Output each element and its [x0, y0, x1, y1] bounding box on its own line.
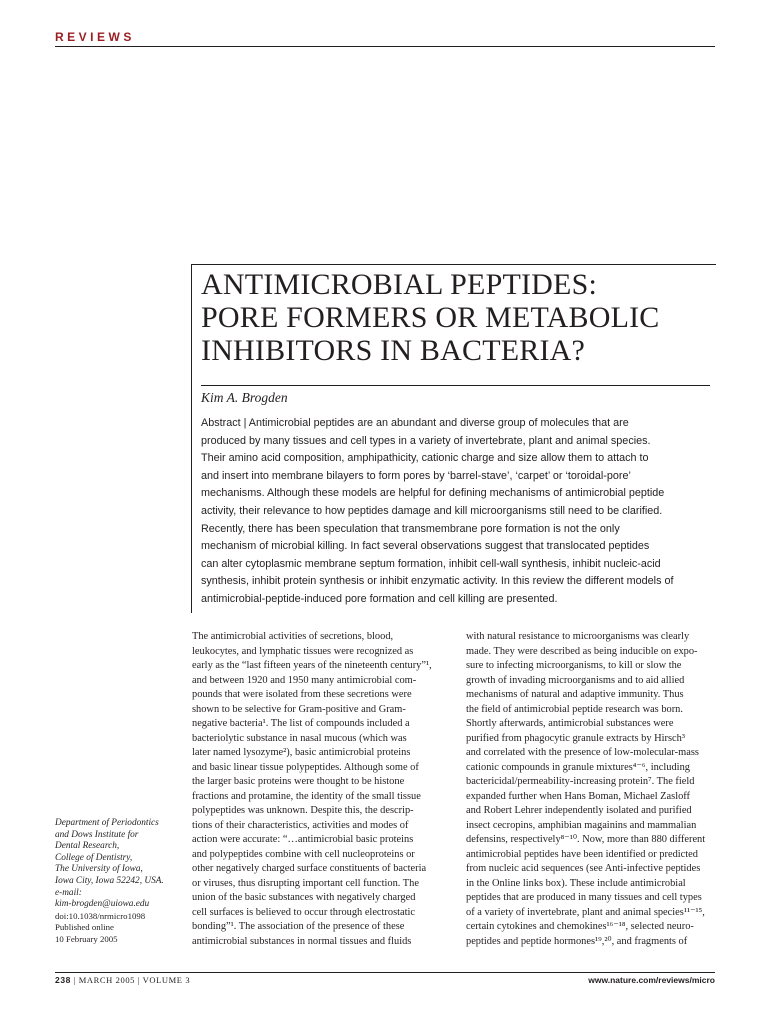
body-text-line: union of the basic substances with negatively charged	[192, 892, 416, 903]
body-text-line: fractions and protamine, the identity of the small tissue	[192, 790, 421, 802]
body-text-line: peptides and peptide hormones¹⁹,²⁰, and fragments of	[466, 935, 688, 947]
email-link[interactable]: kim-brogden@uiowa.edu	[55, 899, 150, 910]
body-text-line: early as the “last fifteen years of the nineteenth century”¹,	[192, 660, 432, 671]
body-text-line: other negatively charged surface constituents of bacteria	[192, 863, 427, 874]
affiliation-line: and Dows Institute for	[55, 829, 139, 840]
affiliation-line: Iowa City, Iowa 52242, USA.	[55, 875, 164, 886]
abstract-line: Recently, there has been speculation that transmembrane pore formation is not the only	[201, 522, 620, 535]
body-text-line: cationic compounds in granule mixtures⁴⁻⁶, including	[466, 761, 690, 773]
body-text-line: bactericidal/permeability-increasing protein⁷. The field	[466, 776, 695, 787]
section-label: REVIEWS	[55, 30, 135, 44]
published-label: Published online	[55, 922, 114, 933]
body-text-line: purified from phagocytic granule extracts by Hirsch³	[466, 732, 685, 744]
body-text-line: leukocytes, and lymphatic tissues were recognized as	[192, 645, 414, 657]
abstract-line: and insert into membrane bilayers to form pores by ‘barrel-stave’, ‘carpet’ or ‘toroidal-pore’	[201, 469, 631, 482]
article-title	[201, 268, 711, 367]
body-text-line: made. They were described as being inducible on expo-	[466, 645, 698, 657]
published-date: 10 February 2005	[55, 933, 118, 944]
affiliation-line: College of Dentistry,	[55, 852, 133, 863]
body-text-line: sure to infecting microorganisms, to kill or slow the	[466, 660, 682, 671]
affiliation-line: The University of Iowa,	[55, 864, 143, 875]
body-text-line: bacteriolytic substance in nasal mucous (which was	[192, 732, 407, 744]
body-column-right	[466, 630, 716, 949]
body-text-line: action were accurate: “…antimicrobial basic proteins	[192, 834, 414, 845]
journal-url[interactable]: www.nature.com/reviews/micro	[588, 975, 715, 985]
abstract	[201, 415, 711, 609]
body-text-line: Shortly afterwards, antimicrobial substances were	[466, 718, 674, 729]
body-text-line: and Robert Lehrer independently isolated and purified	[466, 805, 692, 816]
footer-page-info	[55, 975, 190, 985]
body-text-line: peptides that are produced in many tissues and cell types	[466, 892, 702, 903]
abstract-line: synthesis, inhibit protein synthesis or inhibit enzymatic activity. In this review the different models of	[201, 575, 674, 588]
abstract-line: Their amino acid composition, amphipathicity, cationic charge and size allow them to attach to	[201, 452, 649, 465]
body-text-line: pounds that were isolated from these secretions were	[192, 689, 412, 700]
bottom-rule	[55, 972, 715, 973]
body-text-line: shown to be selective for Gram-positive and Gram-	[192, 703, 406, 715]
body-text-line: and polypeptides combine with cell nucleoproteins or	[192, 848, 415, 860]
body-text-line: and correlated with the presence of low-molecular-mass	[466, 747, 699, 758]
body-text-line: The antimicrobial activities of secretions, blood,	[192, 631, 394, 642]
body-text-line: the larger basic proteins were thought to be histone	[192, 776, 405, 787]
body-text-line: expanded further when Hans Boman, Michael Zasloff	[466, 790, 691, 802]
abstract-line: produced by many tissues and cell types in a variety of invertebrate, plant and animal species.	[201, 434, 651, 447]
body-text-line: defensins, respectively⁸⁻¹⁰. Now, more than 880 different	[466, 834, 706, 845]
body-text-line: the field of antimicrobial peptide research was born.	[466, 703, 683, 715]
body-text-line: polypeptides was unknown. Despite this, the descrip-	[192, 805, 414, 816]
body-text-line: antimicrobial peptides have been identified or predicted	[466, 848, 698, 860]
body-text-line: from nucleic acid sequences (see Anti-infective peptides	[466, 863, 701, 874]
title-line: PORE FORMERS OR METABOLIC	[201, 301, 660, 334]
body-text-line: certain cytokines and chemokines¹⁶⁻¹⁸, selected neuro-	[466, 921, 694, 932]
title-rule	[201, 385, 710, 386]
doi-text: doi:10.1038/nrmicro1098	[55, 910, 146, 921]
abstract-line: Abstract | Antimicrobial peptides are an abundant and diverse group of molecules that are	[201, 417, 629, 429]
abstract-line: mechanisms. Although these models are helpful for defining mechanisms of antimicrobial peptide	[201, 487, 665, 500]
page-number: 238	[55, 975, 71, 985]
body-text-line: mechanisms of natural and adaptive immunity. Thus	[466, 689, 684, 700]
body-text-line: with natural resistance to microorganisms was clearly	[466, 631, 690, 642]
abstract-line: mechanism of microbial killing. In fact several observations suggest that translocated peptides	[201, 540, 650, 553]
body-text-line: insect cecropins, amphibian magainins and mammalian	[466, 819, 697, 831]
body-text-line: later named lysozyme²), basic antimicrobial proteins	[192, 747, 411, 758]
body-text-line: tions of their characteristics, activities and modes of	[192, 819, 409, 831]
abstract-line: antimicrobial-peptide-induced pore formation and cell killing are presented.	[201, 592, 558, 605]
affiliation-line: Dental Research,	[55, 841, 120, 852]
body-text-line: of a variety of invertebrate, plant and animal species¹¹⁻¹⁵,	[466, 906, 705, 918]
title-line: INHIBITORS IN BACTERIA?	[201, 334, 586, 367]
body-text-line: negative bacteria¹. The list of compounds included a	[192, 718, 410, 729]
body-text-line: cell surfaces is believed to occur through electrostatic	[192, 906, 416, 918]
author-name: Kim A. Brogden	[201, 390, 288, 405]
top-rule	[55, 46, 715, 47]
body-text-line: and between 1920 and 1950 many antimicrobial com-	[192, 674, 417, 686]
body-text-line: growth of invading microorganisms and to aid allied	[466, 674, 685, 686]
body-text-line: bonding”¹. The association of the presence of these	[192, 921, 405, 932]
body-text-line: antimicrobial substances in normal tissues and fluids	[192, 935, 412, 947]
author-affiliation	[55, 818, 185, 946]
affiliation-line: e-mail:	[55, 887, 82, 898]
affiliation-line: Department of Periodontics	[55, 818, 159, 828]
body-text-line: in the Online links box). These include antimicrobial	[466, 877, 686, 889]
issue-info: | MARCH 2005 | VOLUME 3	[70, 975, 191, 985]
abstract-line: can alter cytoplasmic membrane septum formation, inhibit cell-wall synthesis, inhibit nucleic-acid	[201, 557, 661, 570]
body-text-line: and basic linear tissue polypeptides. Although some of	[192, 761, 419, 773]
body-column-left	[192, 630, 442, 949]
body-text-line: or viruses, thus disrupting important cell function. The	[192, 877, 419, 889]
abstract-line: activity, their relevance to how peptides damage and kill microorganisms still need to be clarified.	[201, 504, 663, 517]
title-line: ANTIMICROBIAL PEPTIDES:	[201, 268, 597, 301]
